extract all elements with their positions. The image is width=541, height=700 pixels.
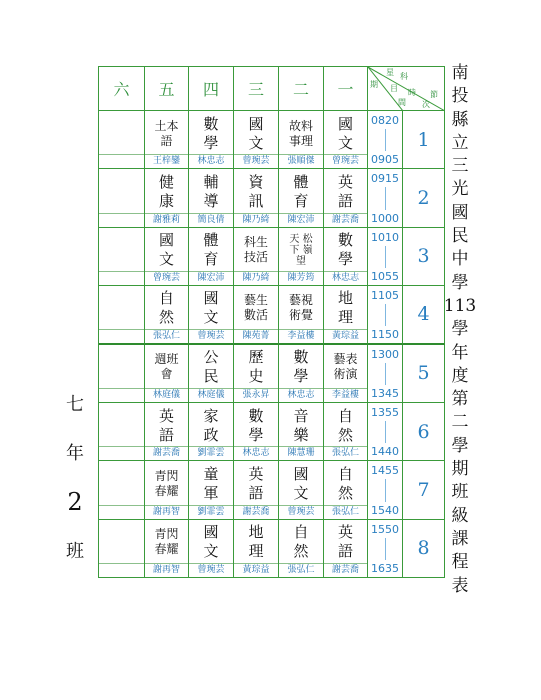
corner-label: 間 xyxy=(398,98,406,107)
course-cell xyxy=(99,345,145,403)
title-char: 級 xyxy=(451,505,469,526)
course-cell xyxy=(234,228,279,286)
course-cell xyxy=(324,169,368,227)
period-time xyxy=(368,169,403,227)
course-teacher: 曾琬芸 xyxy=(279,505,323,519)
time-connector xyxy=(385,129,386,151)
corner-label: 節 xyxy=(430,90,438,99)
title-char: 第 xyxy=(451,389,469,410)
title-char: 立 xyxy=(451,132,469,153)
title-char: 年 xyxy=(451,342,469,363)
course-teacher: 簡良倩 xyxy=(189,213,233,227)
course-subject: 土本 語 xyxy=(154,118,179,148)
course-subject xyxy=(99,520,144,563)
title-char: 學 xyxy=(451,435,469,456)
course-cell xyxy=(279,169,324,227)
corner-label: 目 xyxy=(390,84,398,93)
course-teacher: 曾琬芸 xyxy=(189,329,233,343)
time-connector xyxy=(385,363,386,385)
course-cell xyxy=(279,286,324,344)
course-subject: 體 育 xyxy=(203,231,219,269)
course-subject: 健 康 xyxy=(158,173,174,211)
course-cell xyxy=(99,111,145,169)
title-char: 程 xyxy=(451,552,469,573)
course-subject: 地 理 xyxy=(337,289,353,327)
title-char: 縣 xyxy=(451,109,469,130)
course-subject xyxy=(99,345,144,388)
course-subject xyxy=(99,228,144,271)
period-number: 1 xyxy=(403,111,445,169)
course-teacher: 林忠志 xyxy=(234,446,278,460)
course-teacher xyxy=(99,563,144,577)
course-subject: 地 理 xyxy=(248,523,264,561)
course-cell xyxy=(189,461,234,519)
course-teacher: 黃琮益 xyxy=(324,329,367,343)
day-header: 五 xyxy=(145,67,189,111)
course-cell xyxy=(189,286,234,344)
course-teacher: 曾琬芸 xyxy=(145,271,188,285)
corner-label: 次 xyxy=(422,100,430,109)
course-teacher: 張弘仁 xyxy=(279,563,323,577)
course-cell xyxy=(189,169,234,227)
course-teacher: 王梓鑾 xyxy=(145,154,188,168)
course-subject: 家 政 xyxy=(203,406,219,444)
course-teacher xyxy=(99,271,144,285)
end-time: 1345 xyxy=(371,386,399,400)
course-cell xyxy=(145,403,189,461)
start-time: 1550 xyxy=(371,522,399,536)
period-number: 5 xyxy=(403,345,445,403)
course-teacher: 張弘仁 xyxy=(145,329,188,343)
course-teacher: 張永昇 xyxy=(234,388,278,402)
class-label-part: 班 xyxy=(66,541,84,562)
time-connector xyxy=(385,246,386,268)
start-time: 1455 xyxy=(371,464,399,478)
course-cell xyxy=(189,111,234,169)
course-subject: 音 樂 xyxy=(293,406,309,444)
course-cell xyxy=(234,286,279,344)
course-teacher: 謝芸喬 xyxy=(324,563,367,577)
period-time xyxy=(368,286,403,344)
course-teacher: 林忠志 xyxy=(189,154,233,168)
course-cell xyxy=(234,520,279,578)
title-char: 中 xyxy=(451,249,469,270)
course-teacher: 林忠志 xyxy=(279,388,323,402)
title-char: 學 xyxy=(451,272,469,293)
course-cell xyxy=(279,228,324,286)
course-subject: 自 然 xyxy=(337,465,353,503)
course-subject: 國 文 xyxy=(337,114,353,152)
course-cell xyxy=(99,403,145,461)
course-cell xyxy=(99,169,145,227)
corner-label: 星 xyxy=(386,68,394,77)
course-teacher: 謝雅莉 xyxy=(145,213,188,227)
course-subject xyxy=(99,461,144,504)
course-cell xyxy=(145,286,189,344)
course-cell xyxy=(234,169,279,227)
time-connector xyxy=(385,421,386,443)
course-cell xyxy=(189,345,234,403)
course-cell xyxy=(189,520,234,578)
period-number: 3 xyxy=(403,228,445,286)
course-subject: 青閃 春耀 xyxy=(154,469,179,499)
course-cell xyxy=(324,461,368,519)
course-teacher: 陳芳筠 xyxy=(279,271,323,285)
course-subject: 體 育 xyxy=(293,173,309,211)
course-cell xyxy=(279,111,324,169)
course-subject xyxy=(99,403,144,446)
course-subject: 自 然 xyxy=(337,406,353,444)
start-time: 1355 xyxy=(371,405,399,419)
class-label xyxy=(58,380,92,576)
course-teacher: 黃琮益 xyxy=(234,563,278,577)
day-header: 一 xyxy=(324,67,368,111)
course-cell xyxy=(145,111,189,169)
course-cell xyxy=(279,461,324,519)
course-teacher: 張弘仁 xyxy=(324,446,367,460)
course-teacher: 林忠志 xyxy=(324,271,367,285)
course-subject: 數 學 xyxy=(293,348,309,386)
course-subject: 週班 會 xyxy=(154,352,179,382)
class-label-part: 2 xyxy=(67,488,83,516)
end-time: 1055 xyxy=(371,270,399,284)
corner-label: 科 xyxy=(400,72,408,81)
course-teacher: 謝芸喬 xyxy=(324,213,367,227)
course-teacher: 陳苑菁 xyxy=(234,329,278,343)
course-subject: 英 語 xyxy=(337,523,353,561)
course-subject: 國 文 xyxy=(293,465,309,503)
course-teacher: 曾琬芸 xyxy=(189,563,233,577)
course-cell xyxy=(99,286,145,344)
course-teacher: 林庭儀 xyxy=(145,388,188,402)
period-time xyxy=(368,345,403,403)
course-subject: 國 文 xyxy=(248,114,264,152)
course-subject: 公 民 xyxy=(203,348,219,386)
course-subject: 自 然 xyxy=(293,523,309,561)
course-teacher: 陳宏沛 xyxy=(189,271,233,285)
course-cell xyxy=(99,520,145,578)
course-teacher: 林庭儀 xyxy=(189,388,233,402)
start-time: 1010 xyxy=(371,230,399,244)
title-char: 投 xyxy=(451,86,469,107)
course-subject: 國 文 xyxy=(203,289,219,327)
title-char: 班 xyxy=(451,482,469,503)
course-subject: 故料 事理 xyxy=(288,118,313,148)
course-cell xyxy=(145,461,189,519)
end-time: 1540 xyxy=(371,503,399,517)
course-teacher: 李益樓 xyxy=(279,329,323,343)
course-cell xyxy=(145,169,189,227)
course-subject: 藝表 術演 xyxy=(333,352,358,382)
course-cell xyxy=(145,345,189,403)
period-time xyxy=(368,111,403,169)
course-cell xyxy=(234,461,279,519)
course-cell xyxy=(324,111,368,169)
course-cell xyxy=(234,345,279,403)
course-teacher xyxy=(99,329,144,343)
time-connector xyxy=(385,538,386,560)
course-teacher xyxy=(99,388,144,402)
title-char: 國 xyxy=(451,202,469,223)
start-time: 0915 xyxy=(371,172,399,186)
time-connector xyxy=(385,187,386,209)
course-teacher: 李益樓 xyxy=(324,388,367,402)
course-teacher: 陳宏沛 xyxy=(279,213,323,227)
course-cell xyxy=(234,403,279,461)
course-subject: 青閃 春耀 xyxy=(154,527,179,557)
course-teacher: 張順傑 xyxy=(279,154,323,168)
start-time: 0820 xyxy=(371,114,399,127)
course-teacher xyxy=(99,213,144,227)
course-cell xyxy=(145,228,189,286)
course-cell xyxy=(189,403,234,461)
course-cell xyxy=(324,403,368,461)
course-subject: 數 學 xyxy=(248,406,264,444)
period-number: 8 xyxy=(403,520,445,578)
course-subject: 資 訊 xyxy=(248,173,264,211)
course-cell xyxy=(279,520,324,578)
course-cell xyxy=(99,228,145,286)
course-subject: 天 松 下 嶺 望 xyxy=(289,233,313,267)
course-teacher: 張弘仁 xyxy=(324,505,367,519)
title-char: 民 xyxy=(451,226,469,247)
end-time: 1150 xyxy=(371,327,399,341)
period-time xyxy=(368,461,403,519)
title-char: 期 xyxy=(451,459,469,480)
title-char: 學 xyxy=(451,319,469,340)
course-subject: 英 語 xyxy=(158,406,174,444)
day-header: 二 xyxy=(279,67,324,111)
day-header: 四 xyxy=(189,67,234,111)
course-cell xyxy=(324,286,368,344)
course-teacher: 曾琬芸 xyxy=(324,154,367,168)
course-subject xyxy=(99,286,144,328)
period-number: 7 xyxy=(403,461,445,519)
course-subject xyxy=(99,111,144,154)
time-connector xyxy=(385,479,386,501)
day-header: 六 xyxy=(99,67,145,111)
class-label-part: 年 xyxy=(66,443,84,464)
course-cell xyxy=(279,345,324,403)
timetable xyxy=(98,66,445,578)
course-subject: 英 語 xyxy=(337,173,353,211)
period-time xyxy=(368,228,403,286)
corner-label: 時 xyxy=(408,88,416,97)
course-teacher: 陳乃綺 xyxy=(234,271,278,285)
course-subject: 歷 史 xyxy=(248,348,264,386)
course-cell xyxy=(189,228,234,286)
period-time xyxy=(368,403,403,461)
start-time: 1105 xyxy=(371,289,399,303)
corner-label: 期 xyxy=(370,80,378,89)
period-number: 4 xyxy=(403,286,445,344)
course-subject: 自 然 xyxy=(158,289,174,327)
course-cell xyxy=(234,111,279,169)
end-time: 1635 xyxy=(371,562,399,576)
course-subject: 童 軍 xyxy=(203,465,219,503)
end-time: 1000 xyxy=(371,211,399,225)
corner-header xyxy=(368,67,445,111)
title-char: 三 xyxy=(451,156,469,177)
course-teacher: 謝再智 xyxy=(145,563,188,577)
title-char: 課 xyxy=(451,528,469,549)
course-teacher: 謝芸喬 xyxy=(234,505,278,519)
page-title xyxy=(443,62,477,598)
course-subject: 數 學 xyxy=(203,114,219,152)
course-teacher xyxy=(99,154,144,168)
course-teacher: 陳慧珊 xyxy=(279,446,323,460)
day-header: 三 xyxy=(234,67,279,111)
course-subject: 藝生 數活 xyxy=(243,293,268,323)
title-char: 度 xyxy=(451,365,469,386)
course-teacher: 曾琬芸 xyxy=(234,154,278,168)
title-char: 南 xyxy=(451,63,469,83)
end-time: 1440 xyxy=(371,445,399,459)
course-subject: 英 語 xyxy=(248,465,264,503)
course-subject xyxy=(99,169,144,212)
course-cell xyxy=(279,403,324,461)
title-char: 表 xyxy=(451,575,469,596)
course-cell xyxy=(99,461,145,519)
period-time xyxy=(368,520,403,578)
period-number: 2 xyxy=(403,169,445,227)
course-subject: 數 學 xyxy=(337,231,353,269)
course-teacher xyxy=(99,446,144,460)
time-connector xyxy=(385,304,386,325)
course-subject: 科生 技活 xyxy=(243,235,268,265)
end-time: 0905 xyxy=(371,153,399,167)
period-number: 6 xyxy=(403,403,445,461)
course-teacher xyxy=(99,505,144,519)
course-subject: 藝視 術覺 xyxy=(288,293,313,323)
class-label-part: 七 xyxy=(66,394,84,415)
title-char: 二 xyxy=(451,412,469,433)
course-subject: 國 文 xyxy=(158,231,174,269)
course-teacher: 謝再智 xyxy=(145,505,188,519)
course-teacher: 陳乃綺 xyxy=(234,213,278,227)
title-char: 光 xyxy=(451,179,469,200)
course-cell xyxy=(324,520,368,578)
course-subject: 輔 導 xyxy=(203,173,219,211)
course-teacher: 謝芸喬 xyxy=(145,446,188,460)
course-teacher: 劉霏雲 xyxy=(189,505,233,519)
course-cell xyxy=(324,228,368,286)
course-teacher: 劉霏雲 xyxy=(189,446,233,460)
course-cell xyxy=(324,345,368,403)
title-char: 113 xyxy=(443,295,477,316)
start-time: 1300 xyxy=(371,347,399,361)
course-subject: 國 文 xyxy=(203,523,219,561)
course-cell xyxy=(145,520,189,578)
